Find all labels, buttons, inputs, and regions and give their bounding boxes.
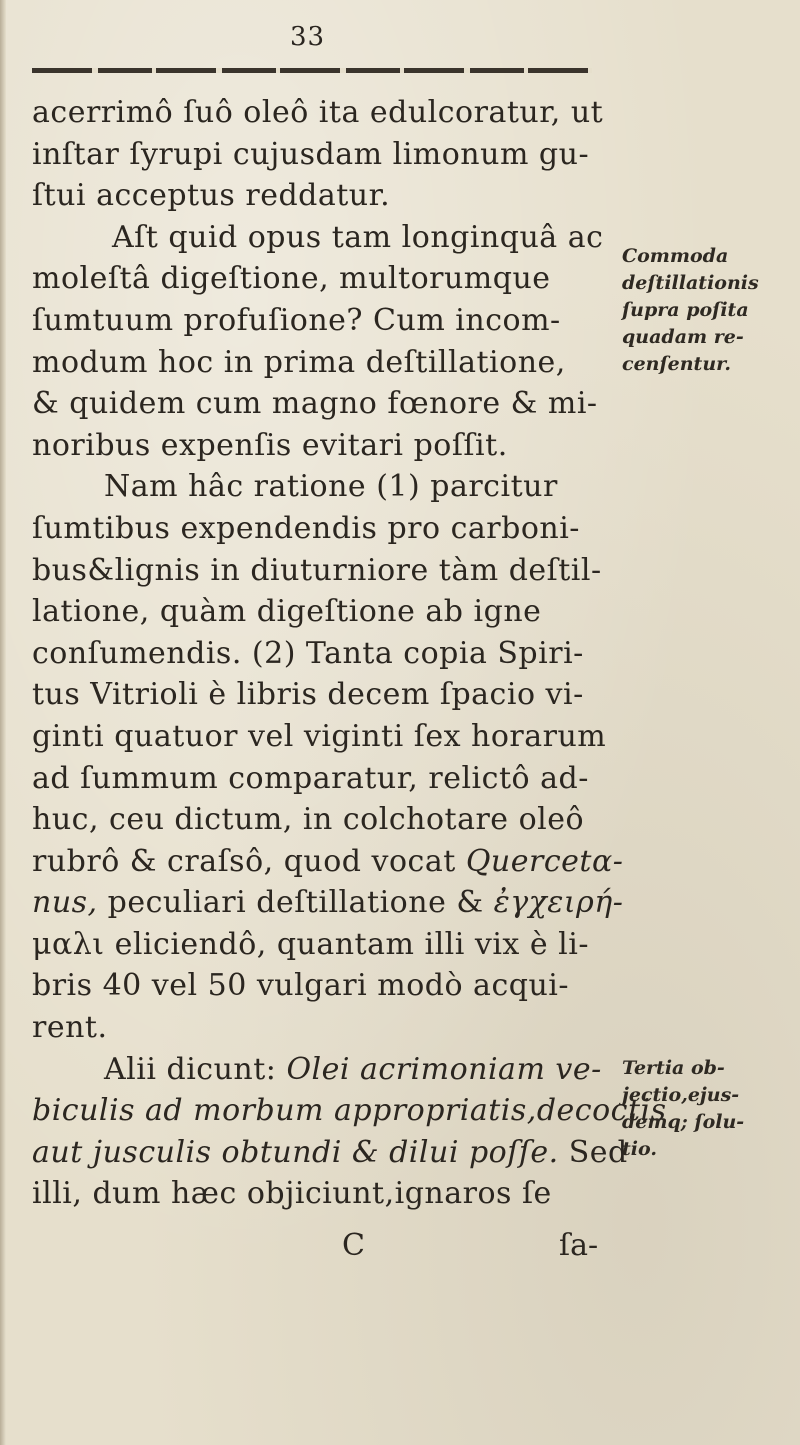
text-line: ſumtuum profuſione? Cum incom-: [32, 302, 561, 338]
text-line: latione, quàm digeſtione ab igne: [32, 594, 542, 630]
margin-note-line: deſtillationis: [622, 272, 759, 294]
margin-note-line: Commoda: [622, 245, 729, 267]
text-run: rubrô & craſsô, quod vocat: [32, 843, 466, 879]
text-line: noribus expenſis evitari poſſit.: [32, 427, 508, 463]
text-line: [32, 1132, 628, 1174]
text-line: modum hoc in prima deſtillatione,: [32, 344, 566, 380]
text-line: Aſt quid opus tam longinquâ ac: [112, 219, 604, 255]
text-line: ſumtibus expendendis pro carboni-: [32, 510, 580, 546]
text-line: [32, 882, 624, 924]
text-line: & quidem cum magno fœnore & mi-: [32, 386, 598, 422]
text-line: inſtar ſyrupi cujusdam limonum gu-: [32, 136, 590, 172]
text-line: illi, dum hæc objiciunt,ignaros ſe: [32, 1176, 552, 1212]
margin-note-line: cenſentur.: [622, 353, 732, 375]
margin-note-line: demq; ſolu-: [622, 1111, 745, 1133]
text-run: peculiari deſtillatione &: [97, 885, 494, 921]
page-number: 33: [290, 22, 326, 52]
margin-note: [622, 243, 800, 378]
text-line: conſumendis. (2) Tanta copia Spiri-: [32, 635, 584, 671]
italic-run: Quercetα-: [465, 843, 624, 879]
page-footer: [32, 1228, 612, 1268]
text-line: bus&lignis in diuturniore tàm deſtil-: [32, 552, 602, 588]
text-line: μαλι eliciendô, quantam illi vix è li-: [32, 926, 590, 962]
text-line: tus Vitrioli è libris decem ſpacio vi-: [32, 677, 584, 713]
italic-run: nus,: [32, 885, 98, 921]
text-run: Alii dicunt:: [104, 1051, 287, 1087]
text-line: huc, ceu dictum, in colchotare oleô: [32, 802, 585, 838]
text-line: rent.: [32, 1010, 108, 1046]
text-line: ad ſummum comparatur, relictô ad-: [32, 760, 589, 796]
margin-note: [622, 1055, 800, 1163]
page-gutter: [0, 0, 6, 1445]
text-line: [32, 841, 624, 883]
text-run: Sed: [558, 1134, 628, 1170]
text-line: [32, 1049, 612, 1091]
main-text: [32, 92, 667, 1215]
text-line: ſtui acceptus reddatur.: [32, 178, 391, 214]
signature-mark: C: [342, 1228, 365, 1263]
text-line: bris 40 vel 50 vulgari modò acqui-: [32, 968, 570, 1004]
text-line: acerrimô ſuô oleô ita edulcoratur, ut: [32, 95, 604, 130]
margin-note-line: ſupra poſita: [622, 299, 749, 321]
text-line: biculis ad morbum appropriatis,decoctis: [32, 1093, 667, 1129]
margin-note-line: Tertia ob-: [622, 1057, 725, 1079]
italic-run: aut jusculis obtundi & dilui poſſe.: [32, 1134, 559, 1170]
italic-run: Olei acrimoniam ve-: [286, 1051, 602, 1087]
margin-note-line: tio.: [622, 1138, 657, 1160]
catchword: ſa-: [559, 1228, 599, 1263]
text-line: moleſtâ digeſtione, multorumque: [32, 261, 551, 297]
text-line: ginti quatuor vel viginti ſex horarum: [32, 718, 607, 754]
margin-note-line: quadam re-: [622, 326, 744, 348]
header-rule: [32, 68, 592, 73]
greek-run: ἐγχειρή-: [493, 885, 624, 921]
margin-note-line: jectio,ejus-: [622, 1084, 740, 1106]
text-line: Nam hâc ratione (1) parcitur: [104, 469, 558, 505]
